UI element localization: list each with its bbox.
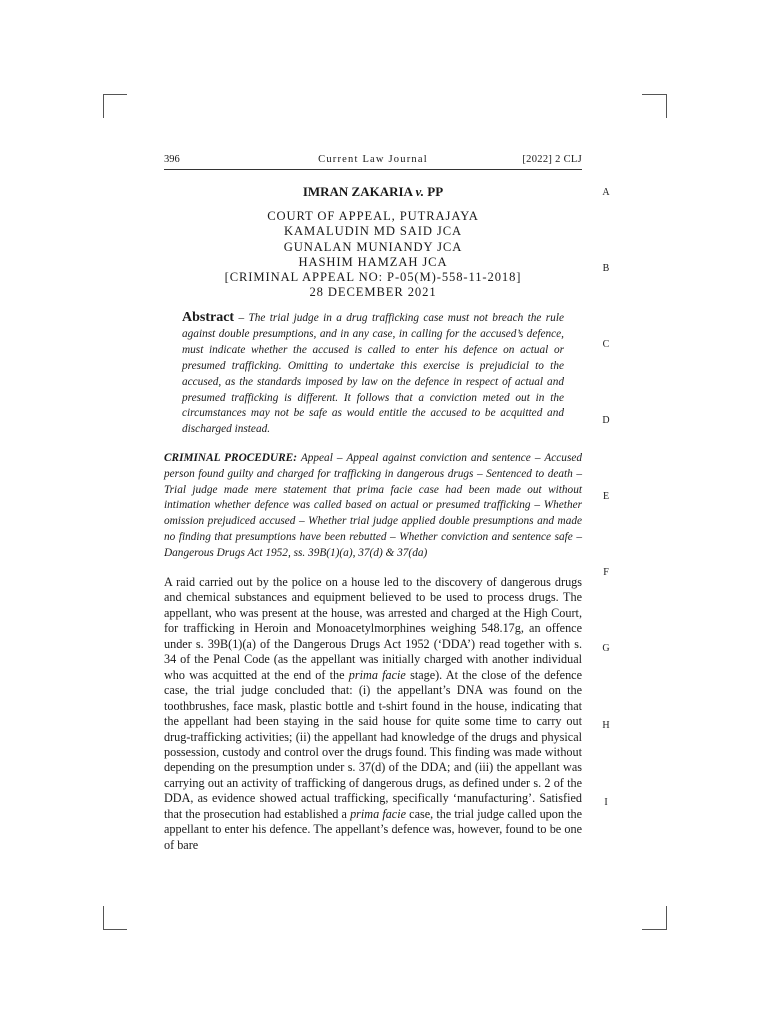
catchwords-text: Appeal – Appeal against conviction and sentence – Accused person found guilty and charged for trafficking in dangerous drugs – Sentenced to death – Trial judge made mere statement that prima facie case had been made out without intimation whether defence was called based on actual or presumed trafficking – Whether omission prejudiced accused – Whether trial judge applied double presumptions and made no finding that presumptions have been rebutted – Whether conviction and sentence safe – Dangerous Drugs Act 1952, ss. 39B(1)(a), 37(d) & 37(da) (164, 452, 583, 559)
headnote-italic-term: prima facie (348, 667, 406, 682)
margin-letter-d: D (602, 415, 610, 426)
court-name: COURT OF APPEAL, PUTRAJAYA (267, 209, 479, 223)
headnote-text: A raid carried out by the police on a house led to the discovery of dangerous drugs and chemical substances and equipment believed to be used to process drugs. The appellant, who was present at the house, was arrested and charged at the High Court, for trafficking in Heroin and Monoacetylmorphines weighing 548.17g, an offence under s. 39B(1)(a) of the Dangerous Drugs Act 1952 (‘DDA’) read together with s. 34 of the Penal Code (as the appellant was initially charged with another individual who was acquitted at the end of the (164, 575, 582, 682)
crop-mark-top-left-vertical (103, 94, 104, 118)
margin-letter-i: I (604, 797, 608, 808)
headnote-text: stage). At the close of the defence case, the trial judge concluded that: (i) the appellant’s DNA was found on the toothbrushes, face mask, plastic bottle and t-shirt found in the house, indicating that the appellant had been staying in the said house for quite some time to carry out drug-trafficking activities; (ii) the appellant had knowledge of the drugs and physical possession, custody and control over the drugs found. This finding was made without depending on the presumption under s. 37(d) of the DDA; and (iii) the appellant was carrying out an activity of trafficking of dangerous drugs, as defined under s. 2 of the DDA, as evidence showed actual trafficking, specifically ‘manufacturing’. Satisfied that the prosecution had established a (164, 667, 582, 821)
abstract-label: Abstract (182, 310, 235, 325)
margin-letter-c: C (602, 339, 610, 350)
page-number: 396 (164, 154, 180, 165)
margin-letter-a: A (602, 187, 610, 198)
crop-mark-bottom-left-vertical (103, 906, 104, 930)
margin-letter-f: F (603, 567, 609, 578)
decision-date: 28 DECEMBER 2021 (309, 285, 437, 300)
judge-name: KAMALUDIN MD SAID JCA (283, 224, 463, 239)
headnote-text: case, the trial judge called upon the appellant to enter his defence. The appellant’s defence was, however, found to be one of bare (164, 806, 582, 852)
margin-letter-b: B (602, 263, 610, 274)
catchwords (164, 451, 582, 562)
journal-title: Current Law Journal (318, 154, 428, 165)
versus: v. (415, 184, 425, 199)
catchwords-label: CRIMINAL PROCEDURE: (164, 452, 297, 464)
appeal-number: [CRIMINAL APPEAL NO: P-05(M)-558-11-2018] (224, 270, 522, 285)
party-appellant: IMRAN ZAKARIA (302, 184, 413, 199)
crop-mark-bottom-right-horizontal (642, 929, 666, 930)
headnote-paragraph (164, 575, 582, 853)
case-header (164, 183, 582, 301)
party-respondent: PP (427, 184, 444, 199)
abstract-text: – The trial judge in a drug trafficking case must not breach the rule against double presumptions, and in any case, in calling for the accused’s defence, must indicate whether the accused is called to enter his defence on actual or presumed trafficking. Omitting to undertake this exercise is prejudicial to the accused, as the standards imposed by law on the defence in respect of actual and presumed trafficking is different. It follows that a conviction meted out in the circumstances may not be safe as would entitle the accused to be acquitted and discharged instead. (182, 312, 564, 436)
margin-letter-h: H (602, 720, 610, 731)
judge-name: HASHIM HAMZAH JCA (298, 254, 448, 269)
judge-name: GUNALAN MUNIANDY JCA (283, 239, 463, 254)
abstract (182, 310, 564, 438)
margin-letter-g: G (602, 643, 610, 654)
crop-mark-bottom-left-horizontal (103, 929, 127, 930)
margin-letter-e: E (602, 491, 610, 502)
headnote-italic-term: prima facie (350, 806, 407, 821)
crop-mark-top-left-horizontal (103, 94, 127, 95)
running-head (164, 153, 582, 170)
crop-mark-top-right-horizontal (642, 94, 666, 95)
journal-citation: [2022] 2 CLJ (522, 154, 582, 165)
case-title (164, 183, 582, 200)
crop-mark-bottom-right-vertical (666, 906, 667, 930)
crop-mark-top-right-vertical (666, 94, 667, 118)
